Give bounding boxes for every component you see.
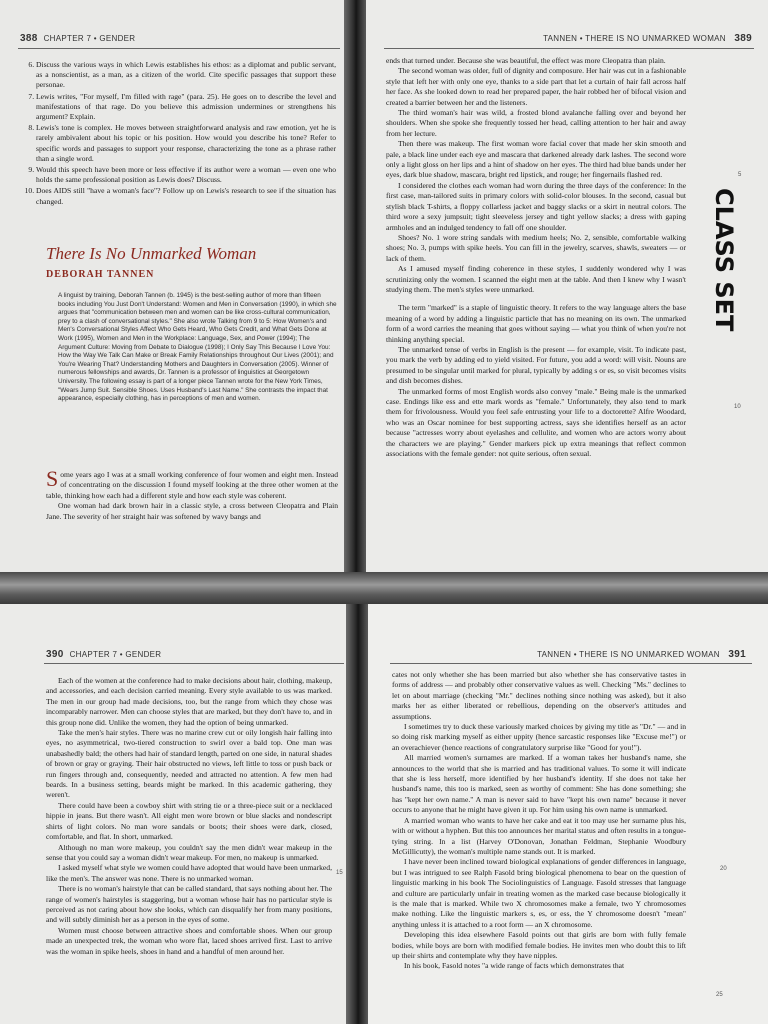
body-paragraph: I considered the clothes each woman had worn during the three days of the conference: In the first case, man-tailored suits in primary colors with solid-color blouses. In the second, casual but stylish black T-shirts, a floppy collarless jacket and baggy slacks or a skirt in neutral colors. The third wore a sexy jumpsuit; tight sleeveless jersey and tight yellow slacks; a dress with gaping armholes and an indulged tendency to fall off one shoulder. [386, 180, 686, 232]
essay-author: DEBORAH TANNEN [46, 269, 155, 280]
running-head [537, 649, 746, 660]
question-item: 7. Lewis writes, "For myself, I'm filled with rage" (para. 25). He goes on to describe the level and manifestations of that rage. Do you believe this admission undermines or strengthens his argument? Explain. [36, 92, 336, 123]
header-rule [18, 48, 340, 49]
page-number: 390 [46, 649, 64, 660]
author-bio: A linguist by training, Deborah Tannen (b. 1945) is the best-selling author of more than fifteen books including You Just Don't Understand: Women and Men in Conversation (1990), in which she argues that "communication between men and women can be like cross-cultural communication, prey to a clash of conversational styles." She also wrote Talking from 9 to 5: How Women's and Men's Conversational Styles Affect Who Gets Heard, Who Gets Credit, and What Gets Done at Work (1995), Women and Men in the Workplace: Language, Sex, and Power (1994); The Argument Culture: Moving from Debate to Dialogue (1998); I Only Say This Because I Love You: How the Way We Talk Can Make or Break Family Relationships throughout Our Lives (2001); and You're Wearing That? Understanding Mothers and Daughters in Conversation (2005). Winner of numerous fellowships and awards, Dr. Tannen is a professor of linguistics at Georgetown University. The following essay is part of a longer piece Tannen wrote for the New York Times, "Wears Jump Suit. Sensible Shoes. Uses Husband's Last Name." She contrasts the impact that appearance, especially clothing, has in perceptions of men and women. [58, 292, 337, 403]
body-paragraph: Take the men's hair styles. There was no marine crew cut or oily longish hair falling into eyes, no asymmetrical, two-tiered construction to swirl over a bald top. One man was unabashedly bald; the others had hair of standard length, parted on one side, in natural shades of brown or gray or graying. Their hair obstructed no views, left little to toss or push back or run fingers through and, consequently, needed and attracted no attention. A few men had beards. In a business setting, beards might be marked. In this academic gathering, they weren't. [46, 728, 332, 800]
essay-body [46, 676, 332, 957]
margin-line-number: 15 [336, 870, 343, 876]
body-paragraph: The unmarked forms of most English words also convey "male." Being male is the unmarked case. Endings like ess and ette mark words as "female." Unfortunately, they also tend to mark them for frivolousness. Would you feel safe entrusting your life to a doctorette? Alfre Woodard, who was an Oscar nominee for best supporting actress, says she identifies herself as an actor because "actresses worry about eyelashes and cellulite, and women who are actors worry about the characters we are playing." Gender markers pick up extra meanings that reflect common associations with the female gender: not quite serious, often sexual. [386, 386, 686, 459]
page-number: 391 [728, 649, 746, 660]
running-head-text: TANNEN • THERE IS NO UNMARKED WOMAN [537, 650, 720, 659]
essay-body [386, 56, 686, 459]
essay-title: There Is No Unmarked Woman [46, 244, 257, 263]
body-paragraph: Then there was makeup. The first woman wore facial cover that made her skin smooth and pale, a black line under each eye and mascara that darkened already dark lashes. The second wore only a light gloss on her lips and a hint of shadow on her eyes. The third had blue bands under her eyes, dark blue shadow, mascara, bright red lipstick, and rouge; her fingernails flashed red. [386, 139, 686, 180]
body-paragraph: Each of the women at the conference had to make decisions about hair, clothing, makeup, and accessories, and each decision carried meaning. Every style available to us was marked. The men in our group had made decisions, too, but the range from which they chose was incomparably narrower. Men can choose styles that are marked, but they don't have to, and in this group none did. Unlike the women, they had the option of being unmarked. [46, 676, 332, 727]
body-paragraph: In his book, Fasold notes "a wide range of facts which demonstrates that [404, 961, 625, 971]
opening-text: ome years ago I was at a small working conference of four women and eight men. Instead of concentrating on the discussion I found myself looking at the three other women at the table, thinking how each had a different style and how each style was coherent. [46, 470, 338, 500]
question-item: 10. Does AIDS still "have a woman's face"? Follow up on Lewis's research to see if the situation has changed. [36, 186, 336, 206]
drop-cap: S [46, 466, 59, 491]
margin-line-number: 20 [720, 866, 727, 872]
body-paragraph: There is no woman's hairstyle that can be called standard, that says nothing about her. The range of women's hairstyles is staggering, but a woman whose hair has no particular style is perceived as not caring about how she looks, which can disqualify her from many positions, and will subtly diminish her as a person in the eyes of some. [46, 884, 332, 925]
body-paragraph: The unmarked tense of verbs in English is the present — for example, visit. To indicate past, you mark the verb by adding ed to yield visited. For future, you add a word: will visit. Nouns are presumed to be singular until marked for plural, typically by adding s or es, so visit becomes visits and dish becomes dishes. [386, 344, 686, 386]
body-paragraph: cates not only whether she has been married but also whether she has conservative tastes in forms of address — and probably other conservative values as well. Checking "Ms." declines to let on about marriage (checking "Mr." declines nothing since nothing was asked), but it also marks her as either liberated or rebellious, depending on the observer's attitudes and assumptions. [392, 670, 686, 721]
body-paragraph: The third woman's hair was wild, a frosted blond avalanche falling over and beyond her shoulders. When she spoke she frequently tossed her head, calling attention to her hair and away from her lecture. [386, 108, 686, 138]
running-head [543, 33, 752, 44]
page-391 [364, 600, 768, 1024]
page-390 [0, 600, 352, 1024]
body-paragraph: A married woman who wants to have her cake and eat it too may use her surname plus his, with or without a hyphen. But this too announces her marital status and often results in a tongue-tying string. In a list (Harvey O'Donovan, Jonathan Feldman, Stephanie Woodbury McGillicutty), the woman's multiple name stands out. It is marked. [392, 815, 686, 856]
book-gutter [344, 0, 366, 580]
question-item: 6. Discuss the various ways in which Lewis establishes his ethos: as a diplomat and public servant, as a nonscientist, as a man, as a citizen of the world. Cite specific passages that support these personae. [36, 60, 336, 91]
margin-line-number: 10 [734, 404, 741, 410]
handwritten-note-text: CLASS SET [710, 188, 738, 332]
essay-opening [46, 466, 338, 522]
body-paragraph: As I amused myself finding coherence in these styles, I suddenly wondered why I was scrutinizing only the women. I scanned the eight men at the table. And then I knew why I wasn't studying them. The men's styles were unmarked. [386, 264, 686, 294]
body-paragraph: I have never been inclined toward biological explanations of gender differences in language, but I was intrigued to see Ralph Fasold bring biological phenomena to bear on the question of linguistic marking in his book The Sociolinguistics of Language. Fasold stresses that language and culture are particularly unfair in treating women as the marked case because biologically it is the male that is marked. While two X chromosomes make a female, two Y chromosomes make nothing. Like the linguistic markers s, es, or ess, the Y chromosome doesn't "mean" anything unless it is attached to a root form — an X chromosome. [392, 857, 686, 929]
header-rule [44, 663, 344, 664]
question-item: 9. Would this speech have been more or less effective if its author were a woman — even one who holds the same professional position as Lewis does? Discuss. [36, 165, 336, 185]
question-item: 8. Lewis's tone is complex. He moves between straightforward analysis and raw emotion, yet he is rarely ambivalent about his topic or his position. How would you describe his tone? Refer to specific words and passages to support your response, characterizing the tone as a phrase rather than a single word. [36, 123, 336, 164]
body-paragraph: Although no man wore makeup, you couldn't say the men didn't wear makeup in the sense that you could say a woman didn't wear makeup. For men, no makeup is unmarked. [46, 842, 332, 862]
running-head-text: TANNEN • THERE IS NO UNMARKED WOMAN [543, 34, 726, 43]
body-paragraph: There could have been a cowboy shirt with string tie or a three-piece suit or a necklaced hippie in jeans. But there wasn't. All eight men wore brown or blue slacks and nondescript shirts of light colors. No man wore sandals or boots; their shoes were dark, closed, comfortable, and flat. In short, unmarked. [46, 800, 332, 842]
running-head-text: CHAPTER 7 • GENDER [43, 34, 136, 43]
header-rule [384, 48, 754, 49]
header-rule [390, 663, 752, 664]
body-paragraph: The second woman was older, full of dignity and composure. Her hair was cut in a fashionable style that left her with only one eye, thanks to a side part that let a curtain of hair fall across half her face. As she looked down to read her prepared paper, the hair robbed her of bifocal vision and created a barrier between her and the listeners. [386, 66, 686, 107]
question-list [18, 60, 336, 207]
body-paragraph: I sometimes try to duck these variously marked choices by giving my title as "Dr." — and in so doing risk marking myself as either uppity (hence sarcastic responses like "Excuse me!") or an overachiever (hence reactions of congratulatory surprise like "Good for you!"). [392, 722, 686, 752]
body-paragraph: All married women's surnames are marked. If a woman takes her husband's name, she announces to the world that she is married and has traditional values. To some it will indicate that she is less herself, more identified by her husband's identity. If she does not take her husband's name, this too is marked, seen as worthy of comment: She has done something; she has "kept her own name." A man is never said to have "kept his own name" because it never occurs to anyone that he might have given it up. For him using his own name is unmarked. [392, 753, 686, 815]
book-gutter [346, 598, 368, 1024]
running-head [46, 649, 161, 660]
scan-separator [0, 572, 768, 604]
running-head [20, 33, 135, 44]
body-paragraph: Developing this idea elsewhere Fasold points out that girls are born with fully female bodies, while boys are born with modified female bodies. He invites men who doubt this to lift up their shirts and contemplate why they have nipples. [392, 930, 686, 960]
body-paragraph: One woman had dark brown hair in a classic style, a cross between Cleopatra and Plain Jane. The severity of her straight hair was softened by wavy bangs and [46, 501, 338, 521]
essay-body [392, 670, 686, 972]
discussion-questions [18, 60, 336, 208]
body-paragraph: I asked myself what style we women could have adopted that would have been unmarked, like the men's. The answer was none. There is no unmarked woman. [46, 863, 332, 883]
margin-line-number: 25 [716, 992, 723, 998]
page-number: 388 [20, 33, 38, 44]
body-paragraph: Shoes? No. 1 wore string sandals with medium heels; No. 2, sensible, comfortable walking shoes; No. 3, pumps with spike heels. You can fill in the jewelry, scarves, shawls, sweaters — or lack of them. [386, 232, 686, 263]
body-paragraph: Women must choose between attractive shoes and comfortable shoes. When our group made an unexpected trek, the woman who wore flat, laced shoes arrived first. Last to arrive was the woman in spike heels, shoes in hand and a handful of men around her. [46, 925, 332, 956]
margin-line-number: 5 [738, 172, 742, 178]
page-number: 389 [734, 33, 752, 44]
body-paragraph: ends that turned under. Because she was beautiful, the effect was more Cleopatra than plain. [386, 56, 666, 65]
running-head-text: CHAPTER 7 • GENDER [69, 650, 162, 659]
page-388 [0, 0, 350, 578]
body-paragraph: The term "marked" is a staple of linguistic theory. It refers to the way language alters the base meaning of a word by adding a linguistic particle that has no meaning on its own. The unmarked form of a word carries the meaning that goes without saying — what you think of when you're not thinking anything special. [386, 303, 686, 344]
opening-paragraph [46, 466, 338, 501]
handwritten-note [702, 180, 742, 380]
